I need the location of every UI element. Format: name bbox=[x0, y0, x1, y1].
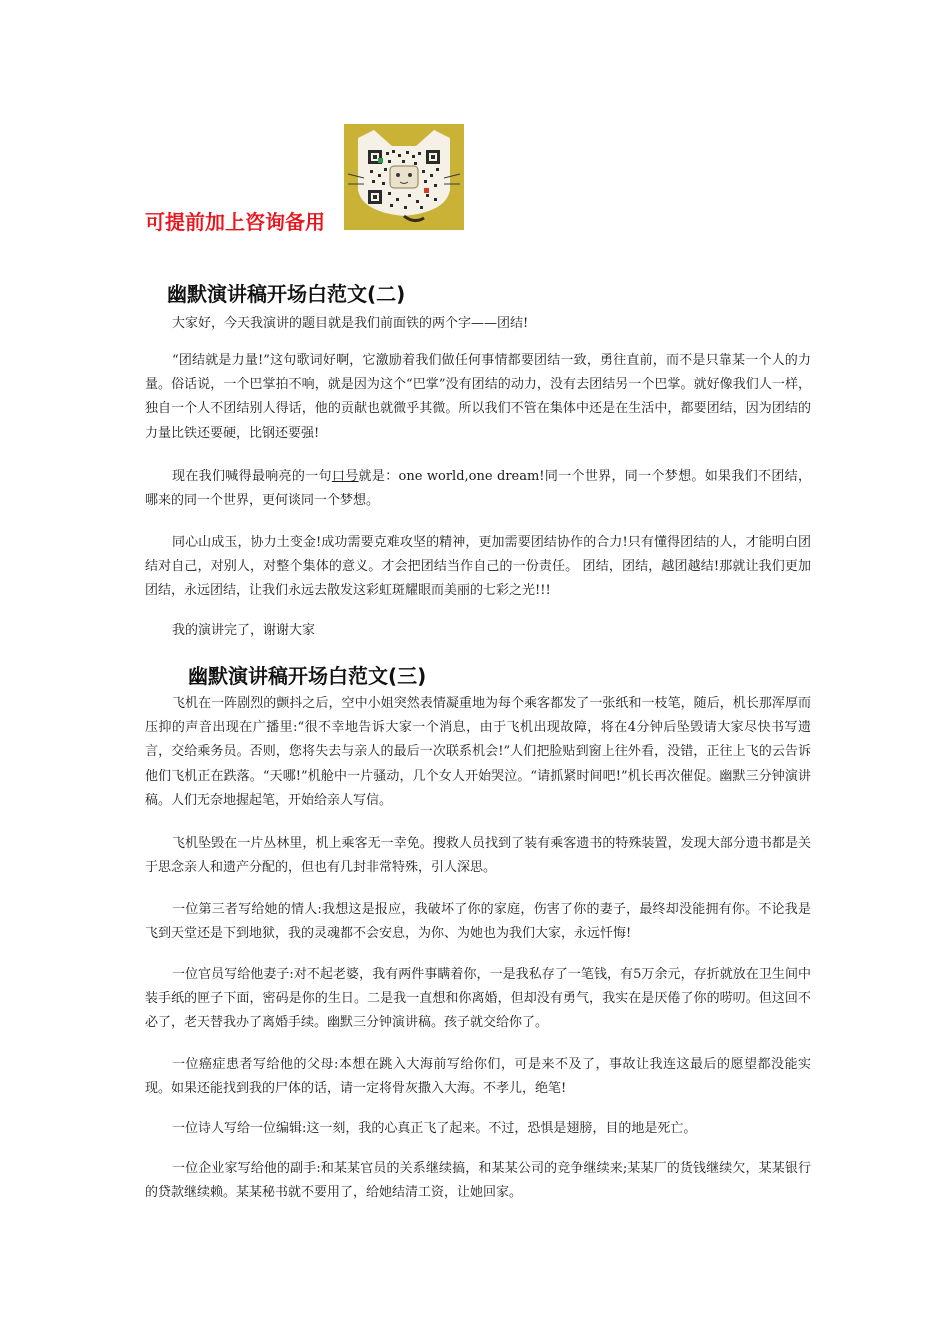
section-title-3: 幽默演讲稿开场白范文(三) bbox=[188, 664, 427, 688]
paragraph: 飞机在一阵剧烈的颤抖之后，空中小姐突然表情凝重地为每个乘客都发了一张纸和一枝笔，随后，机长那浑厚而压抑的声音出现在广播里:“很不幸地告诉大家一个消息，由于飞机出现故障，将在4分钟后坠毁请大家尽快书写遗言，交给乘务员。否则，您将失去与亲人的最后一次联系机会!”人们把脸贴到窗上往外看，没错，正往上飞的云告诉他们飞机正在跌落。“天哪!”机舱中一片骚动，几个女人开始哭泣。“请抓紧时间吧!”机长再次催促。幽默三分钟演讲稿。人们无奈地握起笔，开始给亲人写信。 bbox=[145, 696, 811, 808]
paragraph bbox=[145, 465, 811, 513]
paragraph: 飞机坠毁在一片丛林里，机上乘客无一幸免。搜救人员找到了装有乘客遗书的特殊装置，发现大部分遗书都是关于思念亲人和遗产分配的，但也有几封非常特殊，引人深思。 bbox=[145, 836, 811, 876]
qr-code-cat-image bbox=[344, 124, 464, 230]
paragraph-text: 现在我们喊得最响亮的一句 bbox=[172, 469, 332, 484]
paragraph: 一位第三者写给她的情人:我想这是报应，我破坏了你的家庭，伤害了你的妻子，最终却没能拥有你。不论我是飞到天堂还是下到地狱，我的灵魂都不会安息，为你、为她也为我们大家，永远忏悔! bbox=[145, 902, 811, 942]
promo-text: 可提前加上咨询备用 bbox=[145, 210, 325, 234]
paragraph: 一位诗人写给一位编辑:这一刻，我的心真正飞了起来。不过，恐惧是翅膀，目的地是死亡。 bbox=[172, 1121, 697, 1136]
paragraph: “团结就是力量!”这句歌词好啊，它激励着我们做任何事情都要团结一致，勇往直前，而不是只靠某一个人的力量。俗话说，一个巴掌拍不响，就是因为这个“巴掌”没有团结的动力，没有去团结另一个巴掌。就好像我们人一样，独自一个人不团结别人得话，他的贡献也就微乎其微。所以我们不管在集体中还是在生活中，都要团结，因为团结的力量比铁还要硬，比钢还要强! bbox=[145, 353, 811, 441]
paragraph: 同心山成玉，协力土变金!成功需要克难攻坚的精神，更加需要团结协作的合力!只有懂得团结的人，才能明白团结对自己，对别人，对整个集体的意义。才会把团结当作自己的一份责任。 团结，团结，越团越结!那就让我们更加团结，永远团结，让我们永远去散发这彩虹斑耀眼而美丽的七彩之光!!! bbox=[145, 535, 811, 599]
paragraph: 一位官员写给他妻子:对不起老婆，我有两件事瞒着你，一是我私存了一笔钱，有5万余元，存折就放在卫生间中装手纸的匣子下面，密码是你的生日。二是我一直想和你离婚，但却没有勇气，我实在是厌倦了你的唠叨。但这回不必了，老天替我办了离婚手续。幽默三分钟演讲稿。孩子就交给你了。 bbox=[145, 967, 811, 1031]
paragraph: 我的演讲完了，谢谢大家 bbox=[172, 623, 316, 638]
slogan-link[interactable]: 口号 bbox=[331, 469, 359, 484]
paragraph: 大家好，今天我演讲的题目就是我们前面铁的两个字——团结! bbox=[172, 316, 529, 331]
paragraph-text: 就是：one world,one dream!同一个世界，同一个梦想。如果我们不团结，哪来的同一个世界，更何谈同一个梦想。 bbox=[145, 469, 811, 509]
section-title-2: 幽默演讲稿开场白范文(二) bbox=[167, 282, 406, 306]
paragraph: 一位企业家写给他的副手:和某某官员的关系继续搞，和某某公司的竞争继续来;某某厂的货钱继续欠，某某银行的贷款继续赖。某某秘书就不要用了，给她结清工资，让她回家。 bbox=[145, 1161, 811, 1201]
paragraph: 一位癌症患者写给他的父母:本想在跳入大海前写给你们，可是来不及了，事故让我连这最后的愿望都没能实现。如果还能找到我的尸体的话，请一定将骨灰撒入大海。不孝儿，绝笔! bbox=[145, 1057, 811, 1097]
